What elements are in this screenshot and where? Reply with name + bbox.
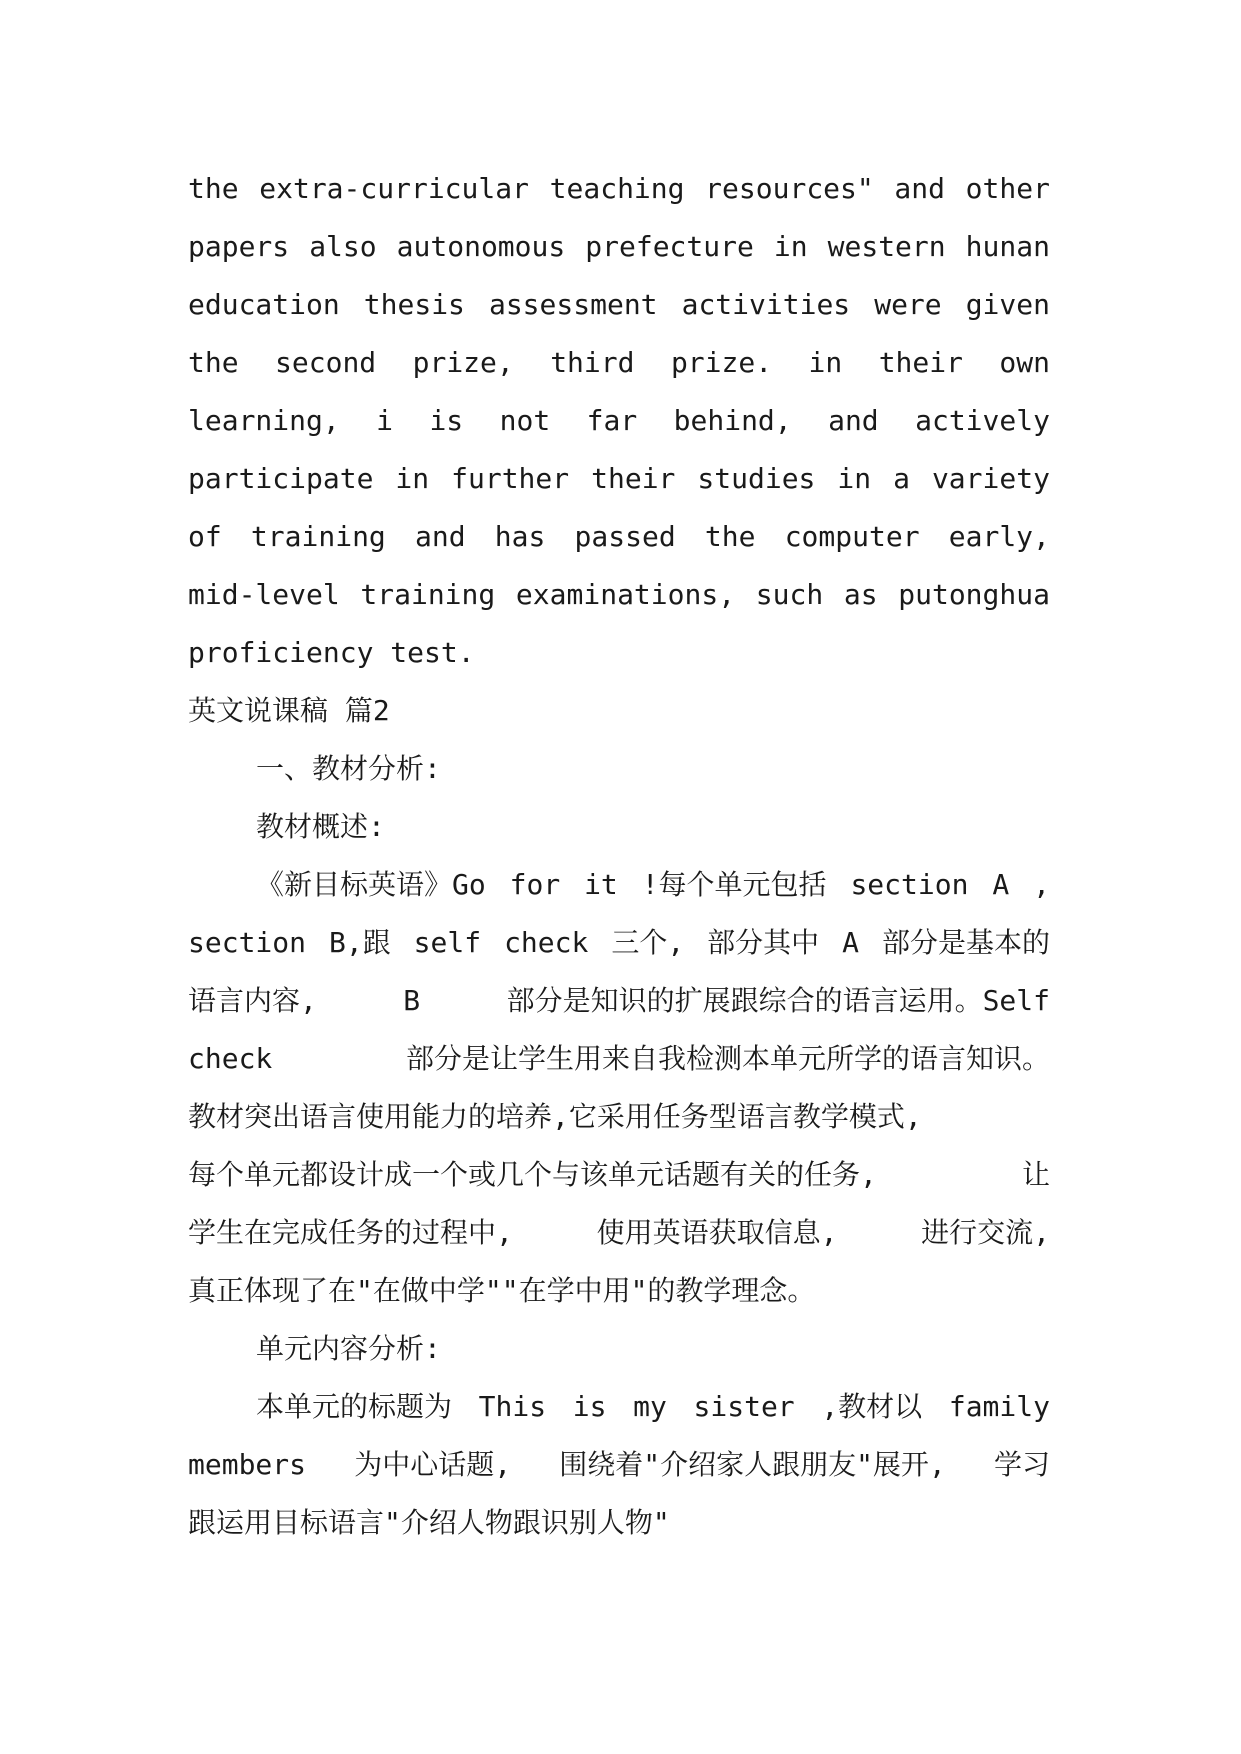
paragraph-line: papers also autonomous prefecture in western hunan [188,230,1050,263]
paragraph-line: 每个单元都设计成一个或几个与该单元话题有关的任务, 让 [188,1158,1050,1191]
paragraph-line: education thesis assessment activities were given [188,288,1050,321]
paragraph-line: learning, i is not far behind, and actively [188,404,1050,437]
subheading-unit-analysis: 单元内容分析: [256,1332,441,1365]
paragraph-line: 语言内容, B 部分是知识的扩展跟综合的语言运用。Self [188,984,1050,1017]
paragraph-line: 跟运用目标语言"介绍人物跟识别人物" [188,1506,670,1539]
paragraph-line: 学生在完成任务的过程中, 使用英语获取信息, 进行交流, [188,1216,1050,1249]
paragraph-line: the second prize, third prize. in their own [188,346,1050,379]
overview-paragraph [188,856,1050,1320]
subheading-textbook-overview: 教材概述: [256,810,385,843]
english-paragraph [188,160,1050,682]
subheading-textbook-analysis: 一、教材分析: [256,752,441,785]
paragraph-line: 真正体现了在"在做中学""在学中用"的教学理念。 [188,1274,816,1307]
paragraph-line: 《新目标英语》Go for it !每个单元包括 section A , [256,868,1050,901]
paragraph-line: check 部分是让学生用来自我检测本单元所学的语言知识。 [188,1042,1050,1075]
paragraph-line: 教材突出语言使用能力的培养,它采用任务型语言教学模式, [188,1100,922,1133]
section-title: 英文说课稿 篇2 [188,694,390,727]
document-body [188,160,1050,1552]
paragraph-line: participate in further their studies in a variety [188,462,1050,495]
paragraph-line: of training and has passed the computer early, [188,520,1050,553]
paragraph-line: members 为中心话题, 围绕着"介绍家人跟朋友"展开, 学习 [188,1448,1050,1481]
unit-paragraph [188,1378,1050,1552]
paragraph-line: section B,跟 self check 三个, 部分其中 A 部分是基本的 [188,926,1050,959]
paragraph-line: 本单元的标题为 This is my sister ,教材以 family [256,1390,1050,1423]
paragraph-line: proficiency test. [188,636,475,669]
paragraph-line: the extra-curricular teaching resources" and other [188,172,1050,205]
paragraph-line: mid-level training examinations, such as putonghua [188,578,1050,611]
